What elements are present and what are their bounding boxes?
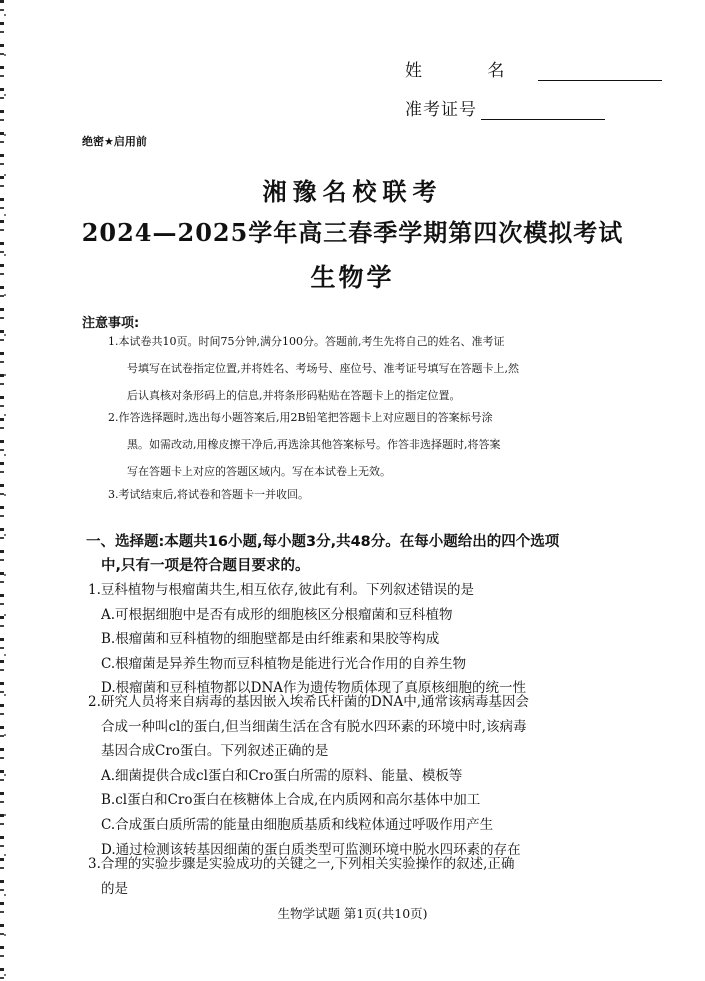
option-c: C.合成蛋白质所需的能量由细胞质基质和线粒体通过呼吸作用产生 bbox=[101, 816, 494, 833]
notice-line: 后认真核对条形码上的信息,并将条形码粘贴在答题卡上的指定位置。 bbox=[127, 389, 461, 402]
section-line: 一、选择题:本题共16小题,每小题3分,共48分。在每小题给出的四个选项 bbox=[86, 534, 560, 550]
question-3 bbox=[88, 852, 633, 901]
option-a: A.细菌提供合成cl蛋白和Cro蛋白所需的原料、能量、模板等 bbox=[101, 767, 463, 784]
question-1 bbox=[88, 578, 633, 701]
option-b: B.根瘤菌和豆科植物的细胞壁都是由纤维素和果胶等构成 bbox=[101, 631, 440, 648]
question-stem: 3.合理的实验步骤是实验成功的关键之一,下列相关实验操作的叙述,正确 bbox=[88, 856, 515, 872]
notice-item bbox=[108, 481, 628, 508]
notice-item bbox=[108, 328, 628, 409]
exam-org-title: 湘豫名校联考 bbox=[262, 177, 443, 206]
question-stem: 2.研究人员将来自病毒的基因嵌入埃希氏杆菌的DNA中,通常该病毒基因会 bbox=[88, 694, 530, 710]
exam-id-blank[interactable] bbox=[481, 101, 605, 120]
exam-id-field[interactable] bbox=[405, 95, 605, 120]
name-label: 姓 名 bbox=[405, 61, 535, 81]
exam-title: 2024—2025学年高三春季学期第四次模拟考试 bbox=[81, 218, 624, 247]
question-stem: 基因合成Cro蛋白。下列叙述正确的是 bbox=[101, 743, 329, 760]
question-stem: 合成一种叫cl的蛋白,但当细菌生活在含有脱水四环素的环境中时,该病毒 bbox=[101, 718, 527, 735]
scan-edge-inner bbox=[4, 0, 6, 981]
name-blank[interactable] bbox=[538, 62, 662, 81]
option-d: D.通过检测该转基因细菌的蛋白质类型可监测环境中脱水四环素的存在 bbox=[101, 841, 521, 858]
notice-heading: 注意事项: bbox=[82, 316, 140, 331]
section-line: 中,只有一项是符合题目要求的。 bbox=[101, 558, 310, 574]
notice-item bbox=[108, 404, 628, 485]
question-2 bbox=[88, 690, 633, 862]
option-c: C.根瘤菌是异养生物而豆科植物是能进行光合作用的自养生物 bbox=[101, 655, 467, 672]
question-stem: 的是 bbox=[101, 880, 128, 897]
name-field[interactable] bbox=[405, 56, 662, 81]
section-heading bbox=[86, 530, 626, 578]
page-footer: 生物学试题 第1页(共10页) bbox=[277, 906, 428, 921]
notice-line: 黑。如需改动,用橡皮擦干净后,再选涂其他答案标号。作答非选择题时,将答案 bbox=[127, 438, 501, 451]
notice-line: 2.作答选择题时,选出每小题答案后,用2B铅笔把答题卡上对应题目的答案标号涂 bbox=[108, 411, 493, 424]
confidential-label: 绝密★启用前 bbox=[82, 135, 147, 148]
option-b: B.cl蛋白和Cro蛋白在核糖体上合成,在内质网和高尔基体中加工 bbox=[101, 792, 481, 809]
notice-line: 1.本试卷共10页。时间75分钟,满分100分。答题前,考生先将自己的姓名、准考证 bbox=[108, 335, 505, 348]
option-a: A.可根据细胞中是否有成形的细胞核区分根瘤菌和豆科植物 bbox=[101, 606, 453, 623]
notice-line: 号填写在试卷指定位置,并将姓名、考场号、座位号、准考证号填写在答题卡上,然 bbox=[127, 362, 519, 375]
notice-line: 写在答题卡上对应的答题区域内。写在本试卷上无效。 bbox=[127, 465, 391, 478]
question-stem: 1.豆科植物与根瘤菌共生,相互依存,彼此有利。下列叙述错误的是 bbox=[88, 582, 474, 598]
notice-line: 3.考试结束后,将试卷和答题卡一并收回。 bbox=[108, 488, 309, 501]
exam-id-label: 准考证号 bbox=[405, 100, 477, 120]
option-d: D.根瘤菌和豆科植物都以DNA作为遗传物质体现了真原核细胞的统一性 bbox=[101, 680, 527, 697]
subject-title: 生物学 bbox=[310, 263, 395, 292]
